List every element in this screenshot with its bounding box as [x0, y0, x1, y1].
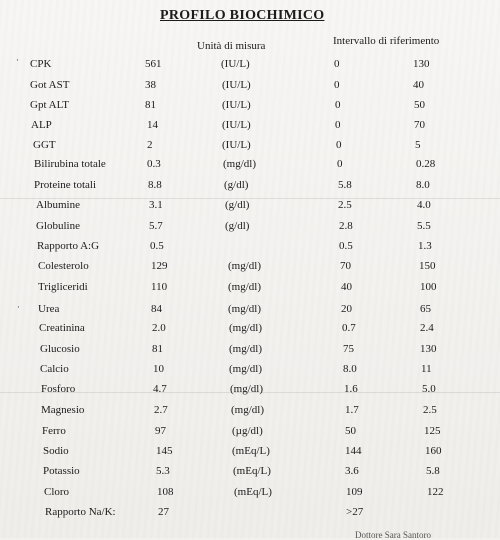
test-unit: (mg/dl): [231, 404, 264, 416]
range-low: 2.8: [339, 220, 353, 232]
range-low: 109: [346, 486, 363, 498]
test-name: Albumine: [36, 199, 80, 211]
test-value: 27: [158, 506, 169, 518]
test-value: 561: [145, 58, 162, 70]
test-name: Sodio: [43, 445, 69, 457]
test-unit: (IU/L): [222, 99, 251, 111]
test-value: 2: [147, 139, 153, 151]
test-unit: (mg/dl): [229, 322, 262, 334]
table-row: [0, 139, 500, 159]
range-low: 0.5: [339, 240, 353, 252]
table-row: [0, 179, 500, 199]
test-value: 5.3: [156, 465, 170, 477]
test-unit: (IU/L): [222, 79, 251, 91]
unit-column-header: Unità di misura: [197, 40, 266, 52]
test-name: Cloro: [44, 486, 70, 498]
range-high: 40: [413, 79, 424, 91]
test-value: 2.0: [152, 322, 166, 334]
table-row: [0, 363, 500, 383]
table-row: [0, 445, 500, 465]
test-name: Urea: [38, 303, 60, 315]
test-name: Rapporto A:G: [37, 240, 100, 252]
test-value: 0.5: [150, 240, 164, 252]
table-row: [0, 158, 500, 178]
range-low: 0: [335, 119, 341, 131]
range-high: 2.5: [423, 404, 437, 416]
test-unit: (mg/dl): [223, 158, 256, 170]
range-low: 0: [334, 79, 340, 91]
test-value: 5.7: [149, 220, 163, 232]
range-high: 0.28: [416, 158, 436, 170]
range-high: 70: [414, 119, 425, 131]
table-row: [0, 281, 500, 301]
test-name: CPK: [30, 58, 52, 70]
table-row: [0, 506, 500, 526]
table-row: [0, 404, 500, 424]
range-low: 40: [341, 281, 352, 293]
test-unit: (mg/dl): [229, 363, 262, 375]
test-name: Potassio: [43, 465, 80, 477]
table-row: [0, 79, 500, 99]
test-name: Trigliceridi: [38, 281, 88, 293]
range-high: 160: [425, 445, 442, 457]
test-unit: (µg/dl): [232, 425, 263, 437]
test-value: 10: [153, 363, 164, 375]
range-high: 2.4: [420, 322, 434, 334]
range-high: 5.8: [426, 465, 440, 477]
range-column-header: Intervallo di riferimento: [333, 35, 440, 47]
test-value: 2.7: [154, 404, 168, 416]
table-row: [0, 199, 500, 219]
table-row: [0, 99, 500, 119]
range-low: 0: [337, 158, 343, 170]
test-unit: (mg/dl): [229, 343, 262, 355]
test-unit: (mEq/L): [234, 486, 272, 498]
test-value: 129: [151, 260, 168, 272]
test-unit: (mEq/L): [232, 445, 270, 457]
test-unit: (mg/dl): [228, 260, 261, 272]
range-high: 8.0: [416, 179, 430, 191]
table-row: [0, 119, 500, 139]
test-unit: (mg/dl): [230, 383, 263, 395]
test-name: Ferro: [42, 425, 66, 437]
range-low: 75: [343, 343, 354, 355]
range-high: 150: [419, 260, 436, 272]
test-value: 108: [157, 486, 174, 498]
test-unit: (IU/L): [222, 119, 251, 131]
test-unit: (mg/dl): [228, 303, 261, 315]
range-low: 0.7: [342, 322, 356, 334]
table-row: [0, 58, 500, 78]
table-row: [0, 220, 500, 240]
range-high: 1.3: [418, 240, 432, 252]
range-high: 122: [427, 486, 444, 498]
test-value: 110: [151, 281, 168, 293]
test-unit: (g/dl): [224, 179, 249, 191]
test-unit: (IU/L): [222, 139, 251, 151]
range-low: 1.7: [345, 404, 359, 416]
range-high: 5: [415, 139, 421, 151]
range-high: 5.5: [417, 220, 431, 232]
range-high: 65: [420, 303, 431, 315]
test-name: Calcio: [40, 363, 69, 375]
range-high: 125: [424, 425, 441, 437]
page-title: PROFILO BIOCHIMICO: [160, 8, 325, 23]
range-low: 3.6: [345, 465, 359, 477]
range-low: >27: [346, 506, 364, 518]
range-low: 50: [345, 425, 356, 437]
test-value: 8.8: [148, 179, 162, 191]
range-high: 5.0: [422, 383, 436, 395]
test-value: 38: [145, 79, 156, 91]
range-high: 11: [421, 363, 432, 375]
test-value: 14: [147, 119, 158, 131]
test-name: Got AST: [30, 79, 70, 91]
footer-signature: Dottore Sara Santoro: [355, 530, 431, 540]
test-name: Fosforo: [41, 383, 76, 395]
test-unit: (mEq/L): [233, 465, 271, 477]
test-name: Gpt ALT: [30, 99, 70, 111]
table-row: [0, 240, 500, 260]
range-low: 144: [345, 445, 362, 457]
table-row: [0, 425, 500, 445]
range-high: 50: [414, 99, 425, 111]
test-name: Proteine totali: [34, 179, 97, 191]
test-name: Globuline: [36, 220, 80, 232]
table-row: [0, 486, 500, 506]
test-value: 81: [152, 343, 163, 355]
test-name: Magnesio: [41, 404, 85, 416]
range-low: 5.8: [338, 179, 352, 191]
test-value: 81: [145, 99, 156, 111]
range-high: 130: [420, 343, 437, 355]
test-unit: (g/dl): [225, 199, 250, 211]
range-low: 1.6: [344, 383, 358, 395]
test-name: ALP: [31, 119, 52, 131]
test-name: Creatinina: [39, 322, 85, 334]
test-unit: (IU/L): [221, 58, 250, 70]
test-value: 145: [156, 445, 173, 457]
range-high: 4.0: [417, 199, 431, 211]
test-name: GGT: [33, 139, 56, 151]
test-name: Colesterolo: [38, 260, 89, 272]
test-value: 3.1: [149, 199, 163, 211]
test-unit: (mg/dl): [228, 281, 261, 293]
table-row: [0, 465, 500, 485]
range-low: 8.0: [343, 363, 357, 375]
test-value: 4.7: [153, 383, 167, 395]
range-low: 0: [334, 58, 340, 70]
range-low: 0: [335, 99, 341, 111]
test-value: 0.3: [147, 158, 161, 170]
table-row: [0, 383, 500, 403]
range-low: 70: [340, 260, 351, 272]
test-name: Glucosio: [40, 343, 80, 355]
table-row: [0, 303, 500, 323]
test-unit: (g/dl): [225, 220, 250, 232]
test-name: Bilirubina totale: [34, 158, 106, 170]
range-high: 130: [413, 58, 430, 70]
test-value: 84: [151, 303, 162, 315]
table-row: [0, 343, 500, 363]
margin-mark: ·: [16, 55, 19, 65]
table-row: [0, 260, 500, 280]
test-name: Rapporto Na/K:: [45, 506, 116, 518]
range-low: 2.5: [338, 199, 352, 211]
test-value: 97: [155, 425, 166, 437]
range-low: 0: [336, 139, 342, 151]
margin-mark: ·: [17, 302, 20, 312]
range-high: 100: [420, 281, 437, 293]
table-row: [0, 322, 500, 342]
range-low: 20: [341, 303, 352, 315]
